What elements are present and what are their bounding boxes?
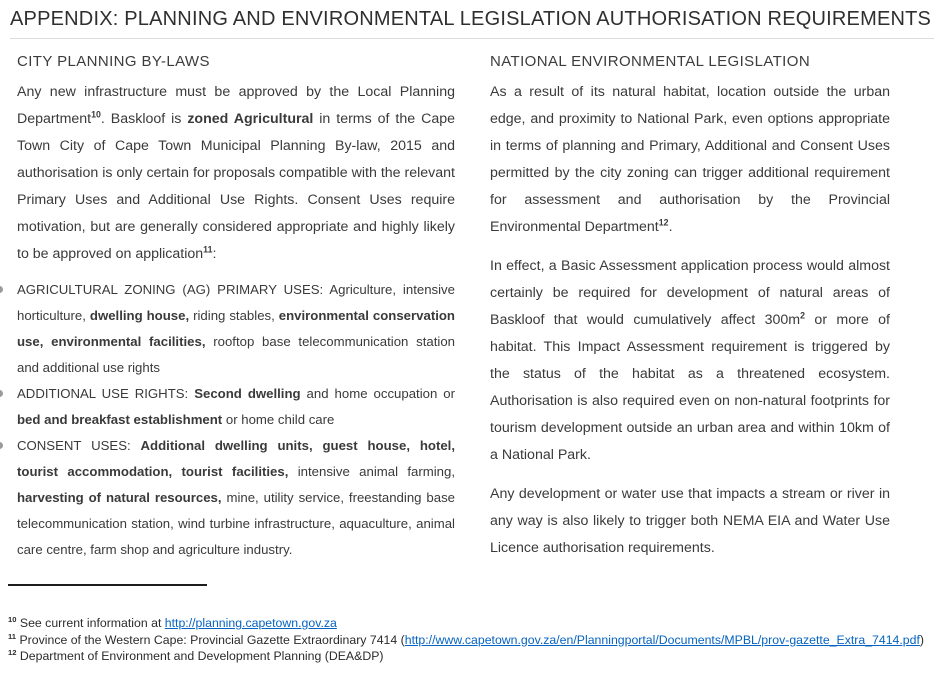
text-run: As a result of its natural habitat, location outside the urban edge, and proximity to National Park, even options appropriate in terms of planning and Primary, Additional and Consent Uses permitted by the city zoning can trigger additional requirement for assessment and authorisation by the Provincial Environmental Department (490, 84, 890, 235)
text-run: AGRICULTURAL ZONING (AG) PRIMARY USES: Agriculture, intensive horticulture, (17, 282, 455, 323)
text-run: Any new infrastructure must be approved by the Local Planning Department (17, 84, 455, 127)
list-item-additional-use-rights (17, 381, 455, 433)
superscript-reference: 11 (203, 244, 213, 255)
text-run: or more of habitat. This Impact Assessment requirement is triggered by the status of the habitat as a threatened ecosystem. Authorisation is also required even on non-natural footprints for tourism development outside an urban area and within 10km of a National Park. (490, 312, 890, 463)
text-run: Additional dwelling units, guest house, hotel, tourist accommodation, tourist facilities, (17, 438, 456, 479)
superscript-reference: 12 (658, 217, 669, 228)
text-run: riding stables, (189, 308, 279, 323)
environmental-paragraph-3 (490, 481, 890, 562)
text-run: Any development or water use that impacts a stream or river in any way is also likely to trigger both NEMA EIA and Water Use Licence authorisation requirements. (490, 486, 890, 556)
footnotes-section (8, 584, 940, 665)
text-run: . Baskloof is (100, 111, 188, 127)
footnote-10 (8, 615, 940, 632)
list-item-text (17, 438, 455, 557)
list-item-consent-uses (17, 433, 455, 563)
two-column-layout (0, 53, 944, 574)
superscript-reference: 11 (8, 631, 17, 641)
zoning-list (17, 277, 455, 563)
hyperlink[interactable]: http://planning.capetown.gov.za (164, 616, 337, 630)
text-run: ) (919, 632, 925, 647)
text-run: dwelling house, (89, 308, 190, 323)
footnote-11 (8, 632, 940, 649)
text-run: . (668, 219, 673, 235)
footnote-separator (8, 584, 207, 586)
list-bullet-icon (0, 286, 3, 293)
text-run: CONSENT USES: (17, 438, 141, 453)
superscript-reference: 10 (91, 109, 101, 120)
footnote-12 (8, 648, 940, 665)
text-run: ADDITIONAL USE RIGHTS: (17, 386, 195, 401)
list-item-text (17, 282, 455, 375)
text-run: Province of the Western Cape: Provincial Gazette Extraordinary 7414 ( (16, 632, 405, 647)
text-run: zoned Agricultural (187, 111, 314, 127)
right-column (490, 53, 890, 574)
list-item-text (17, 386, 455, 427)
environmental-paragraph-1 (490, 79, 890, 241)
city-planning-paragraph (17, 79, 455, 268)
list-bullet-icon (0, 442, 3, 449)
section-heading-national-environmental: NATIONAL ENVIRONMENTAL LEGISLATION (490, 53, 811, 70)
text-run: harvesting of natural resources, (17, 490, 222, 505)
left-column (17, 53, 455, 574)
text-run: environmental conservation use, environmental facilities, (17, 308, 455, 349)
page-title: APPENDIX: PLANNING AND ENVIRONMENTAL LEGISLATION AUTHORISATION REQUIREMENTS (10, 8, 934, 39)
list-item-primary-uses (17, 277, 455, 381)
superscript-reference: 10 (8, 614, 17, 624)
text-run: Department of Environment and Development Planning (DEA&DP) (16, 649, 384, 663)
text-run: or home child care (222, 412, 335, 427)
text-run: and home occupation or (300, 386, 456, 401)
hyperlink[interactable]: http://www.capetown.gov.za/en/Planningportal/Documents/MPBL/prov-gazette_Extra_7414.pdf (404, 632, 920, 647)
superscript-reference: 12 (8, 647, 17, 657)
text-run: bed and breakfast establishment (17, 412, 223, 427)
text-run: rooftop base telecommunication station and additional use rights (17, 334, 455, 375)
text-run: mine, utility service, freestanding base telecommunication station, wind turbine infrastructure, aquaculture, animal care centre, farm shop and agriculture industry. (17, 490, 455, 557)
text-run: : (212, 246, 217, 262)
text-run: Second dwelling (194, 386, 301, 401)
list-bullet-icon (0, 390, 3, 397)
text-run: in terms of the Cape Town City of Cape Town Municipal Planning By-law, 2015 and authorisation is only certain for proposals compatible with the relevant Primary Uses and Additional Use Rights. Consent Uses require motivation, but are generally considered appropriate and highly likely to be approved on application (17, 111, 455, 262)
section-heading-city-planning: CITY PLANNING BY-LAWS (17, 53, 210, 70)
text-run: See current information at (16, 616, 165, 630)
text-run: intensive animal farming, (288, 464, 456, 479)
superscript-reference: 2 (800, 310, 806, 321)
text-run: In effect, a Basic Assessment application process would almost certainly be required for development of natural areas of Baskloof that would cumulatively affect 300m (490, 258, 890, 328)
environmental-paragraph-2 (490, 253, 890, 469)
